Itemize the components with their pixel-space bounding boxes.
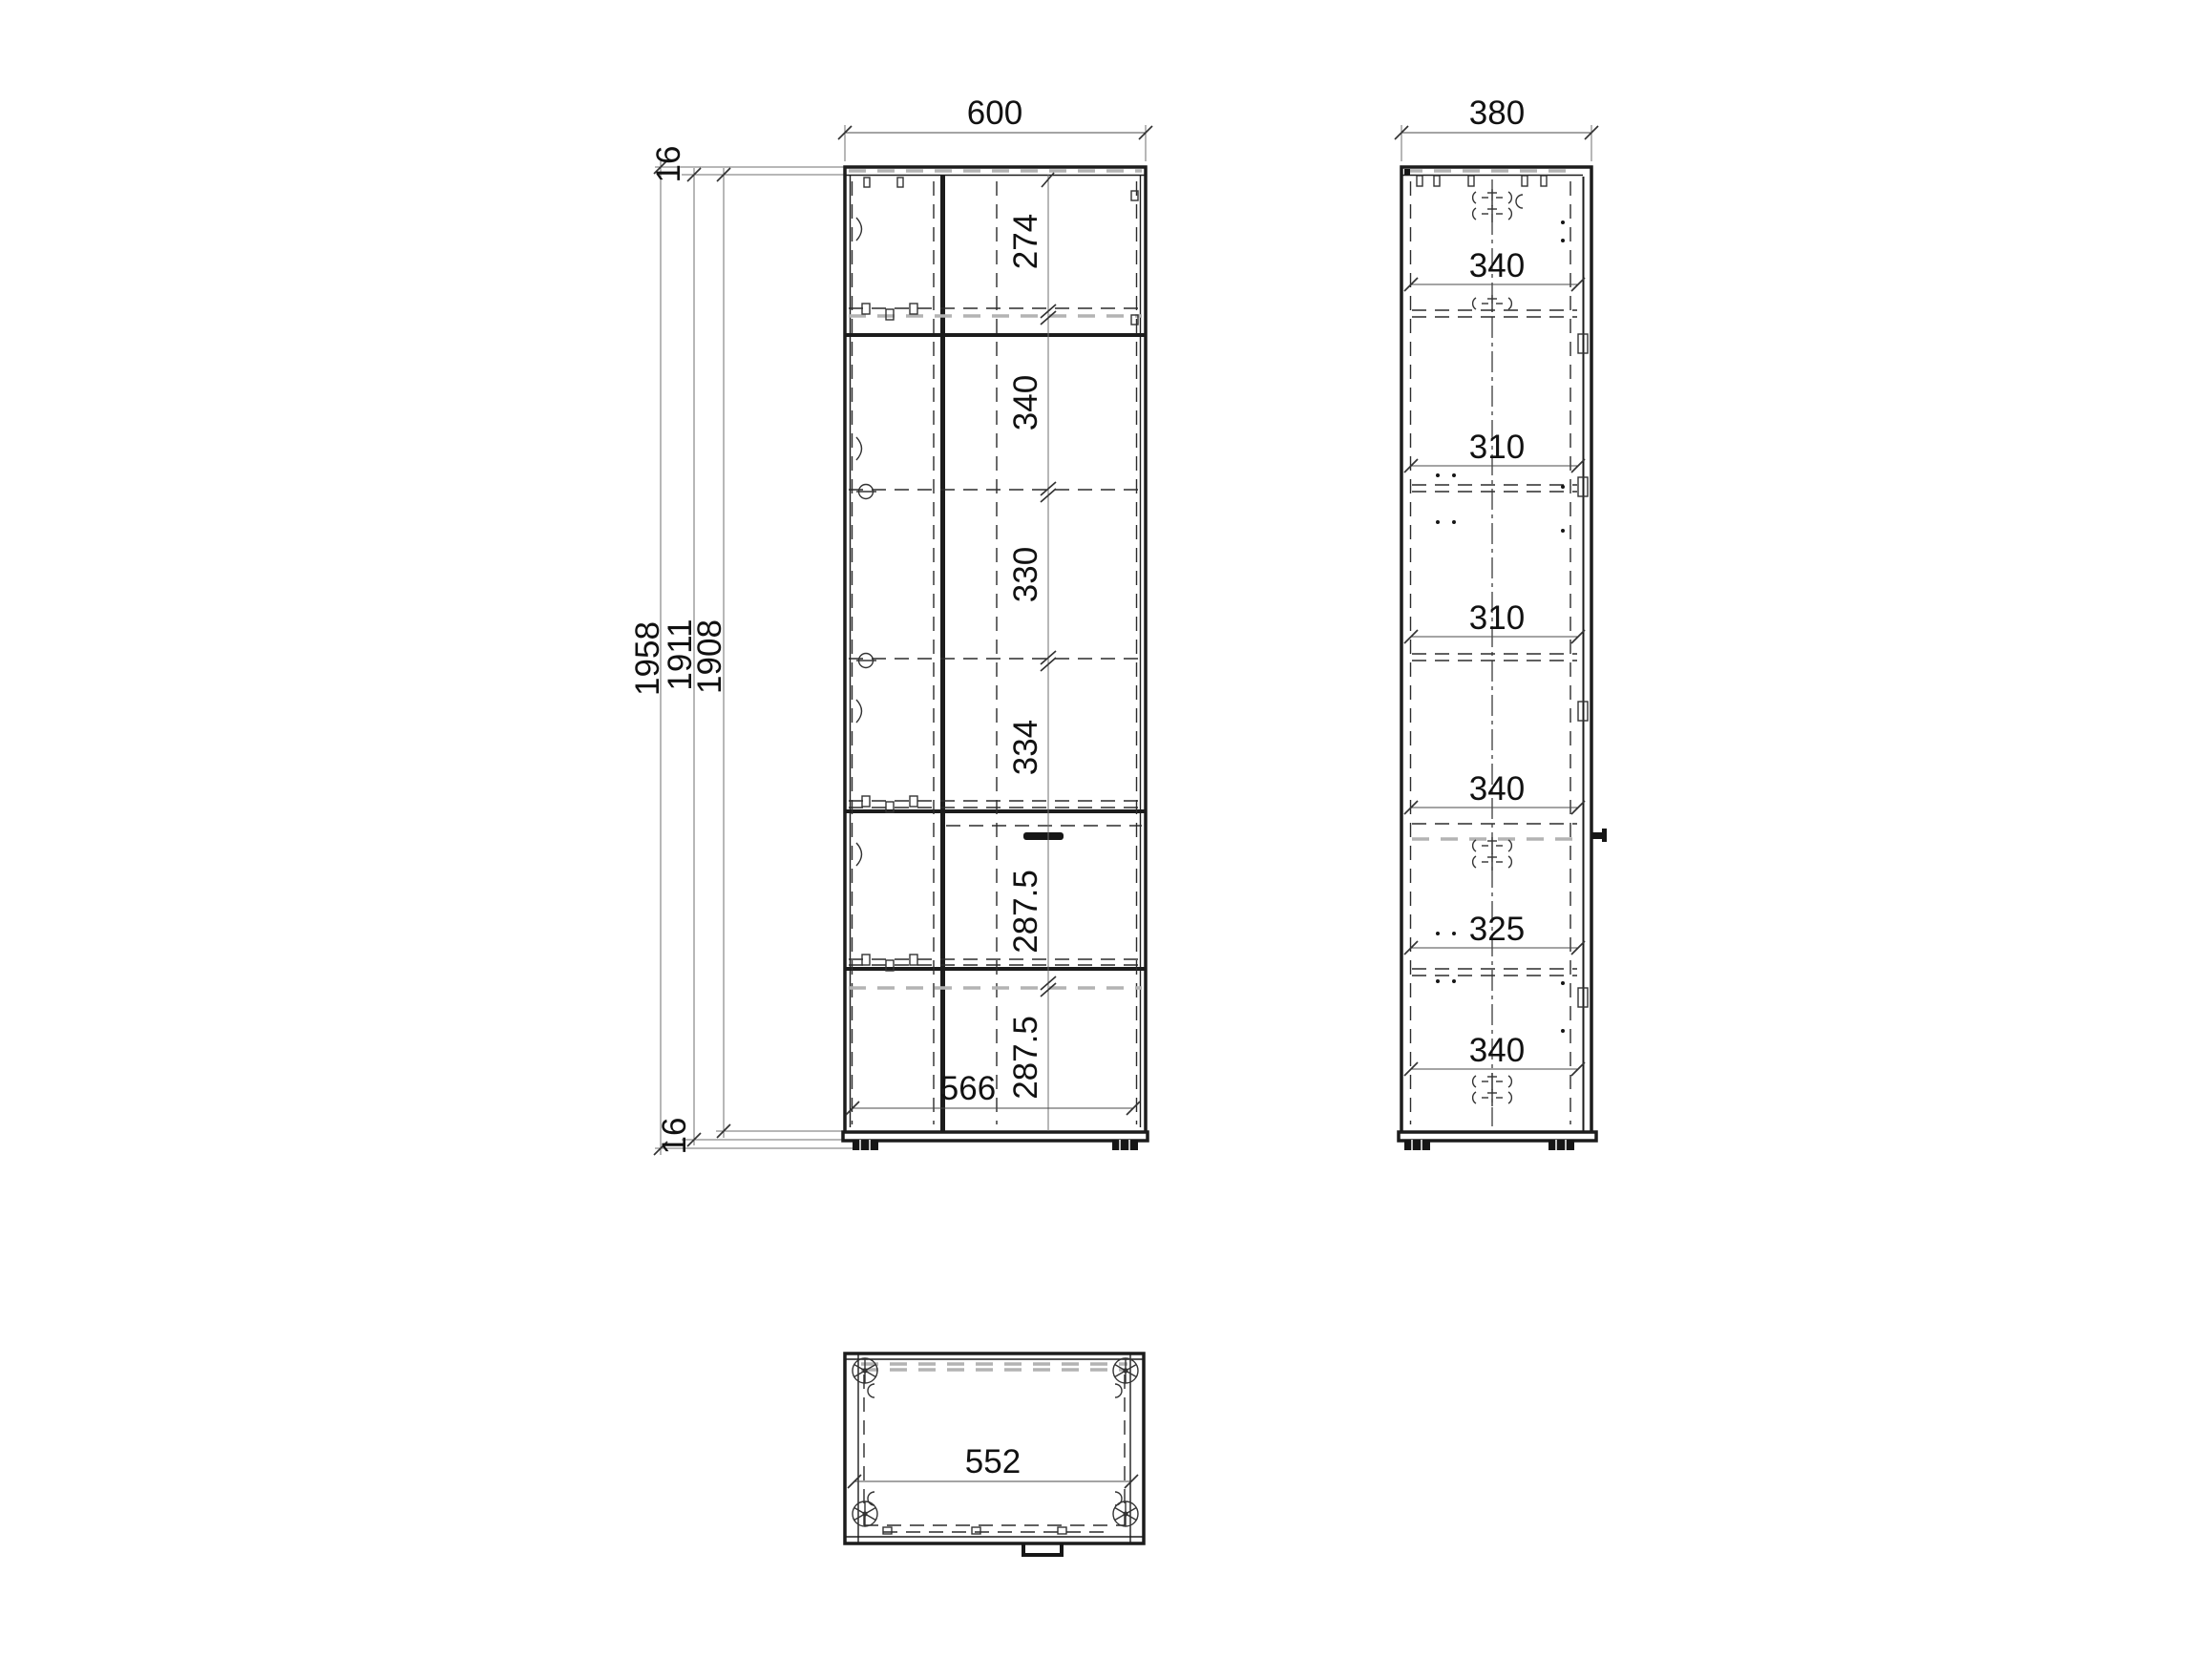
dowel-hole <box>1561 485 1565 489</box>
bottom-inner-width-label: 552 <box>964 1443 1022 1480</box>
front-body-height-label: 1911 <box>662 619 699 691</box>
front-section-dim-label: 287.5 <box>1007 1016 1044 1100</box>
foot <box>1112 1140 1138 1150</box>
front-width-dimension <box>838 94 1152 161</box>
foot <box>853 1140 878 1150</box>
front-section-dim-label: 287.5 <box>1007 870 1044 954</box>
front-view <box>629 94 1152 1155</box>
side-section-dim-label: 310 <box>1468 429 1526 466</box>
front-inner-width-label: 566 <box>939 1070 997 1107</box>
drawer-handle <box>1023 832 1064 840</box>
side-section-dim-label: 340 <box>1468 770 1526 808</box>
corner-block <box>1404 169 1410 175</box>
side-section-dim-label: 310 <box>1468 599 1526 637</box>
base-panel <box>843 1132 1148 1141</box>
dowel-hole <box>1436 520 1440 524</box>
dowel-hole <box>1436 932 1440 935</box>
cabinet-outline <box>1401 167 1591 1133</box>
front-top-panel-dim-label: 16 <box>650 145 687 183</box>
bottom-view <box>845 1354 1144 1555</box>
handle-top-projection <box>1023 1543 1062 1555</box>
dowel-hole <box>1436 979 1440 983</box>
front-section-dim-label: 334 <box>1007 719 1044 776</box>
front-cabinet-body <box>843 167 1148 1150</box>
dowel-hole <box>1452 473 1456 477</box>
dowel-hole <box>1561 220 1565 224</box>
front-overall-height-label: 1958 <box>629 621 666 696</box>
foot <box>1548 1140 1574 1150</box>
side-section-dim-label: 325 <box>1468 911 1526 948</box>
side-section-dim-label: 340 <box>1468 1032 1526 1069</box>
door-handle-cap <box>1602 829 1607 842</box>
front-section-dim-label: 274 <box>1007 213 1044 270</box>
side-depth-dim-label: 380 <box>1468 94 1526 132</box>
front-width-dim-label: 600 <box>966 94 1023 132</box>
front-bottom-panel-dim-label: 16 <box>656 1117 693 1155</box>
base-panel <box>1399 1132 1596 1141</box>
side-view <box>1395 94 1607 1150</box>
front-interior-height-label: 1908 <box>691 619 728 694</box>
side-section-dim-label: 340 <box>1468 247 1526 284</box>
dowel-hole <box>1452 520 1456 524</box>
dowel-hole <box>1561 239 1565 242</box>
dowel-hole <box>1436 473 1440 477</box>
front-section-dim-label: 330 <box>1007 546 1044 603</box>
front-section-dim-label: 340 <box>1007 374 1044 431</box>
dowel-hole <box>1452 932 1456 935</box>
front-height-dimensions <box>629 146 859 1155</box>
side-cabinet-body <box>1399 167 1607 1150</box>
dowel-hole <box>1561 1029 1565 1033</box>
dowel-hole <box>1452 979 1456 983</box>
dowel-hole <box>1561 981 1565 985</box>
dowel-hole <box>1561 529 1565 533</box>
side-depth-dimension <box>1395 94 1598 161</box>
foot <box>1404 1140 1430 1150</box>
